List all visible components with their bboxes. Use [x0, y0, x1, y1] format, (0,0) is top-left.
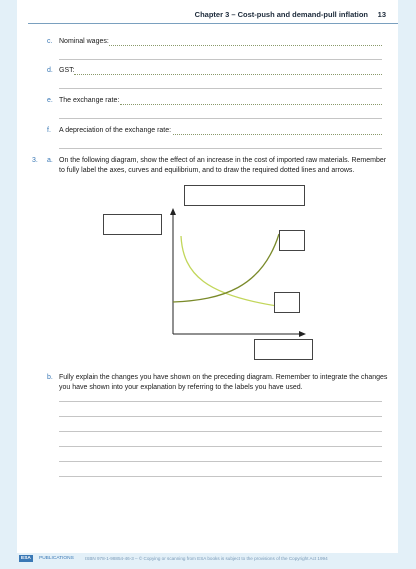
- supply-curve-label-box[interactable]: [279, 230, 305, 251]
- item-f-label: A depreciation of the exchange rate:: [59, 127, 172, 134]
- publisher-logo: ESA: [21, 556, 31, 561]
- workbook-page: [17, 0, 398, 553]
- question-3b-letter: b.: [47, 374, 53, 381]
- diagram-title-label-box[interactable]: [184, 185, 305, 206]
- chapter-title: Chapter 3 – Cost-push and demand-pull inflation: [194, 10, 368, 19]
- x-axis-arrowhead: [299, 331, 306, 337]
- item-f-letter: f.: [47, 127, 51, 134]
- answer-line[interactable]: [59, 416, 382, 417]
- item-d-letter: d.: [47, 67, 53, 74]
- page-footer: [17, 553, 398, 565]
- item-c-letter: c.: [47, 38, 53, 45]
- supply-demand-diagram: [17, 0, 398, 553]
- answer-line[interactable]: [59, 461, 382, 462]
- x-axis-label-box[interactable]: [254, 339, 313, 360]
- question-3-number: 3.: [32, 157, 38, 164]
- item-c-label: Nominal wages:: [59, 38, 109, 45]
- answer-line[interactable]: [59, 401, 382, 402]
- demand-curve: [181, 236, 277, 306]
- answer-line[interactable]: [59, 431, 382, 432]
- item-e-label: The exchange rate:: [59, 97, 120, 104]
- question-3a-text: On the following diagram, show the effect of an increase in the cost of imported raw materials. Remember to fully label the axes, curves and equilibrium, and to draw the required dotted lines and arrows.: [59, 157, 387, 174]
- item-e-letter: e.: [47, 97, 53, 104]
- y-axis-label-box[interactable]: [103, 214, 162, 235]
- copyright-notice: ISBN 978-1-98854-46-3 – © Copying or scanning from ESA books is subject to the provisions of the Copyright Act 1994: [85, 556, 328, 561]
- publisher-name: PUBLICATIONS: [39, 556, 74, 561]
- page-number: 13: [377, 10, 386, 19]
- answer-line[interactable]: [59, 476, 382, 477]
- demand-curve-label-box[interactable]: [274, 292, 300, 313]
- question-3b-text: Fully explain the changes you have shown on the preceding diagram. Remember to integrate the changes you have shown into your explanation by referring to the labels you have used.: [59, 374, 388, 391]
- item-d-label: GST:: [59, 67, 75, 74]
- answer-line[interactable]: [59, 446, 382, 447]
- question-3a-letter: a.: [47, 157, 53, 164]
- supply-curve: [173, 234, 279, 302]
- y-axis-arrowhead: [170, 208, 176, 215]
